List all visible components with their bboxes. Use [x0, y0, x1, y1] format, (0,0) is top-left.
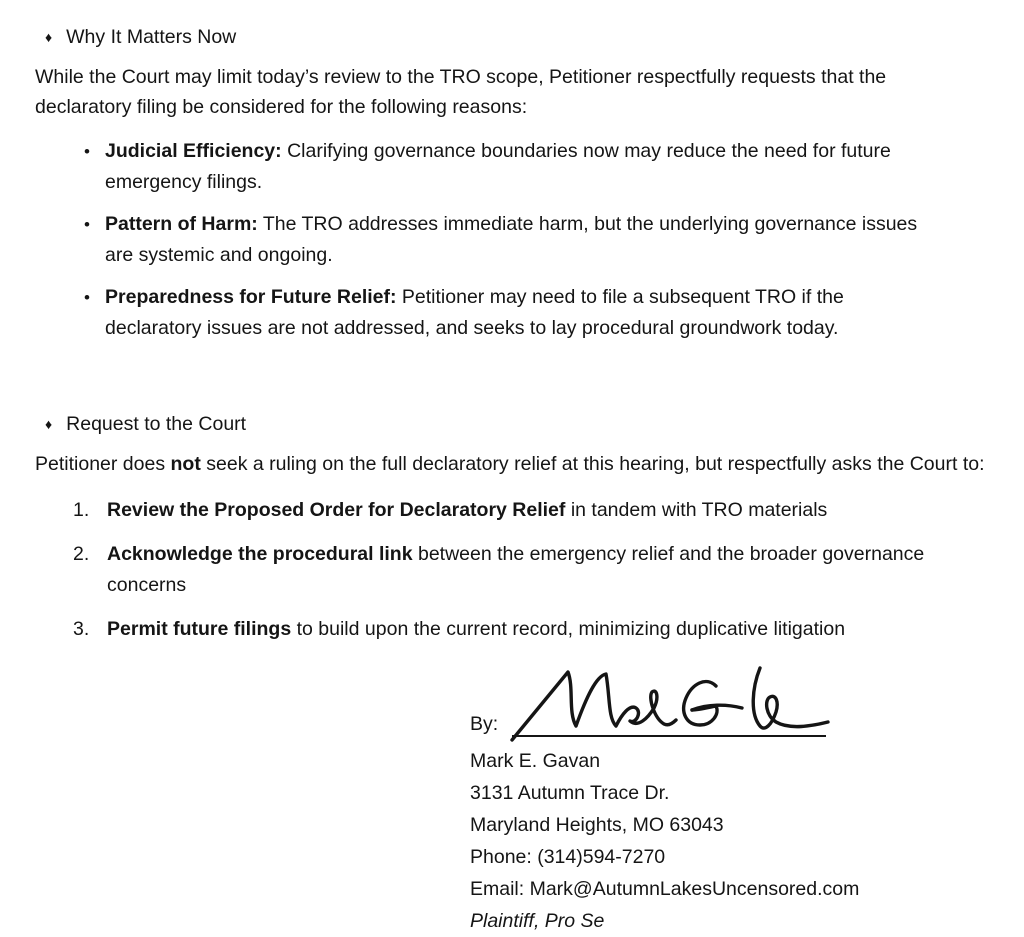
signer-address-line2: Maryland Heights, MO 63043: [470, 814, 724, 836]
signature-line-row: [470, 675, 994, 737]
item-text: [107, 614, 925, 645]
signer-name: Mark E. Gavan: [470, 750, 601, 772]
bullet-dot-icon: •: [84, 288, 90, 307]
bullet-label: Pattern of Harm:: [105, 213, 258, 235]
list-item: [35, 209, 994, 271]
diamond-bullet-icon: ♦: [45, 416, 53, 432]
item-text: [107, 495, 925, 526]
item-body: to build upon the current record, minimizing duplicative litigation: [291, 618, 846, 640]
item-body: in tandem with TRO materials: [565, 499, 828, 521]
intro-bold: not: [170, 453, 201, 475]
why-bullet-list: [35, 136, 994, 344]
item-number: 2.: [73, 543, 90, 565]
bullet-text: [105, 209, 923, 271]
section-spacer: [35, 355, 994, 411]
item-label: Review the Proposed Order for Declaratory Relief: [107, 499, 566, 521]
list-item: [35, 136, 994, 198]
item-label: Acknowledge the procedural link: [107, 543, 413, 565]
heading-why-text: Why It Matters Now: [66, 26, 237, 48]
bullet-dot-icon: •: [84, 215, 90, 234]
request-intro-paragraph: [35, 449, 985, 479]
item-text: [107, 539, 925, 601]
bullet-label: Preparedness for Future Relief:: [105, 286, 397, 308]
list-item: [35, 614, 994, 645]
section-heading-why: [45, 24, 994, 50]
item-label: Permit future filings: [107, 618, 292, 640]
list-item: [35, 282, 994, 344]
signer-email: Email: Mark@AutumnLakesUncensored.com: [470, 878, 860, 900]
bullet-text: [105, 282, 923, 344]
why-intro-paragraph: While the Court may limit today’s review to the TRO scope, Petitioner respectfully requests that the declaratory filing be considered for the following reasons:: [35, 66, 887, 118]
diamond-bullet-icon: ♦: [45, 29, 53, 45]
bullet-body: Clarifying governance boundaries now may reduce the need for future emergency filings.: [105, 140, 891, 193]
signature-line: [512, 677, 826, 737]
section-heading-request: [45, 411, 994, 437]
bullet-label: Judicial Efficiency:: [105, 140, 282, 162]
item-number: 3.: [73, 618, 90, 640]
bullet-body: Petitioner may need to file a subsequent TRO if the declaratory issues are not addressed, and seeks to lay procedural groundwork today.: [105, 286, 844, 339]
bullet-body: The TRO addresses immediate harm, but the underlying governance issues are systemic and ongoing.: [105, 213, 918, 266]
handwritten-signature-icon: [510, 664, 830, 744]
request-numbered-list: [35, 495, 994, 645]
signer-address-line1: 3131 Autumn Trace Dr.: [470, 782, 670, 804]
item-body: between the emergency relief and the broader governance concerns: [107, 543, 925, 596]
by-label: By:: [470, 713, 499, 735]
intro-pre: Petitioner does: [35, 453, 171, 475]
signature-details: [470, 745, 994, 937]
signer-phone: Phone: (314)594-7270: [470, 846, 666, 868]
signer-role: Plaintiff, Pro Se: [470, 910, 605, 932]
signature-block: [470, 675, 994, 937]
intro-post: seek a ruling on the full declaratory relief at this hearing, but respectfully asks the Court to:: [200, 453, 985, 475]
list-item: [35, 495, 994, 526]
bullet-text: [105, 136, 923, 198]
bullet-dot-icon: •: [84, 142, 90, 161]
list-item: [35, 539, 994, 601]
heading-request-text: Request to the Court: [66, 413, 247, 435]
item-number: 1.: [73, 499, 90, 521]
